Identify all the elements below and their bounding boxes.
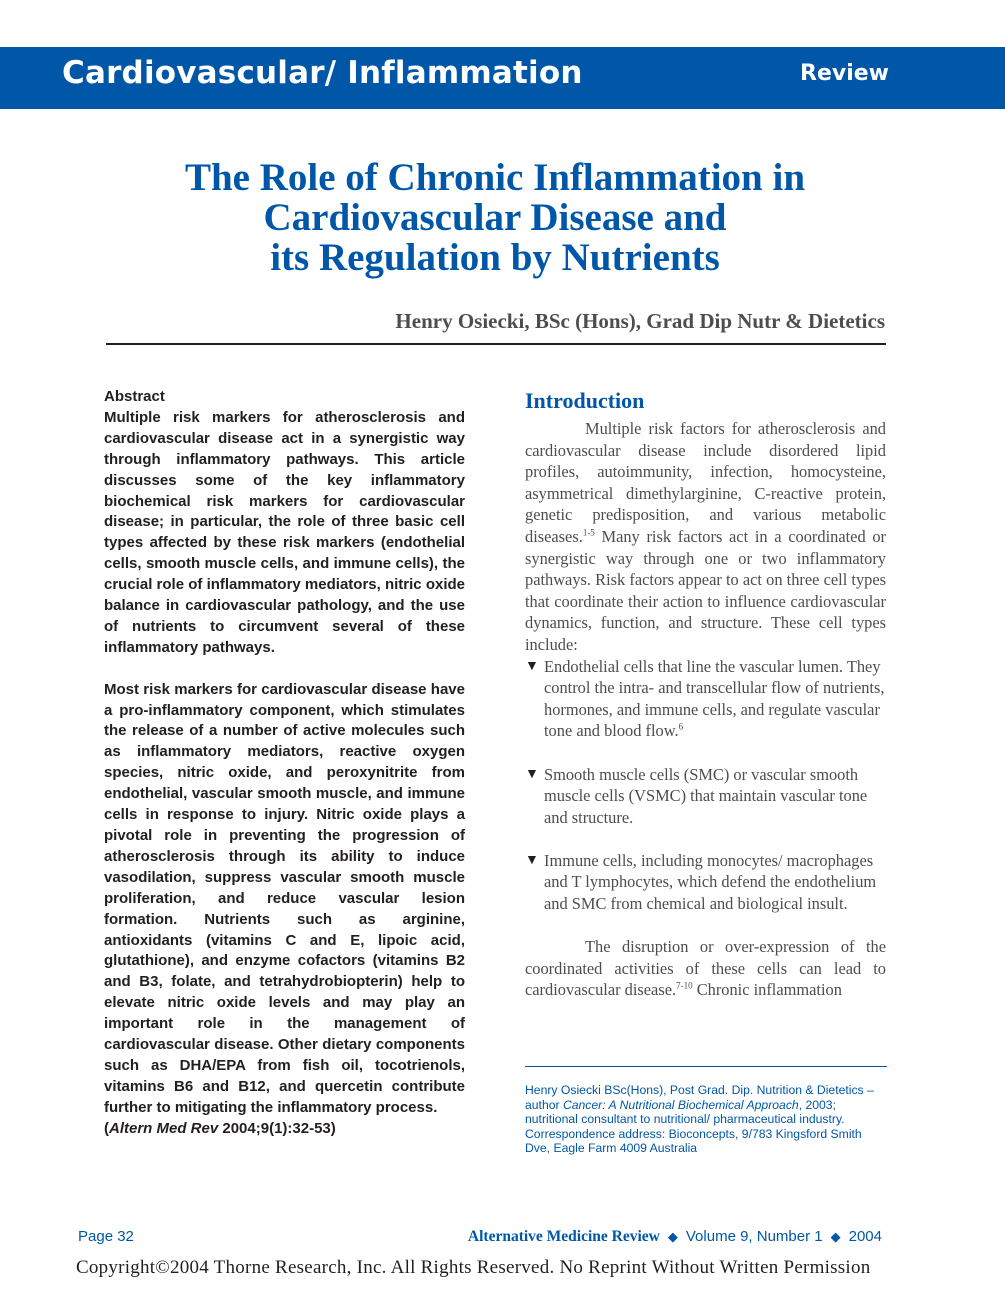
- list-item-text: Smooth muscle cells (SMC) or vascular smooth muscle cells (VSMC) that maintain vascular tone and structure.: [544, 764, 868, 827]
- footnote-text: Henry Osiecki BSc(Hons), Post Grad. Dip. Nutrition & Dietetics – author: [525, 1083, 874, 1112]
- reference-superscript: 1-5: [582, 527, 595, 538]
- copyright-notice: Copyright©2004 Thorne Research, Inc. All Rights Reserved. No Reprint Without Written Permission: [76, 1257, 871, 1278]
- diamond-separator-icon: ◆: [830, 1230, 841, 1245]
- body-text: The disruption or over-expression of the coordinated activities of these cells can lead to cardiovascular disease.: [525, 937, 886, 1000]
- abstract-citation: [104, 1119, 465, 1140]
- journal-footer: [468, 1228, 882, 1246]
- section-banner: [0, 47, 1005, 109]
- body-paragraph: [525, 936, 886, 1001]
- body-text: Chronic inflammation: [692, 980, 842, 1000]
- abstract-column: [104, 387, 465, 1140]
- footnote-address: Correspondence address: Bioconcepts, 9/783 Kingsford Smith Dve, Eagle Farm 4009 Australia: [525, 1126, 862, 1156]
- citation-journal: Altern Med Rev: [109, 1119, 219, 1137]
- body-column: [525, 388, 886, 1001]
- footnote-book-title: Cancer: A Nutritional Biochemical Approach: [562, 1097, 799, 1112]
- author-byline: Henry Osiecki, BSc (Hons), Grad Dip Nutr & Dietetics: [395, 309, 885, 333]
- section-label: Cardiovascular/ Inflammation: [62, 55, 583, 91]
- list-item: [525, 850, 886, 915]
- list-item-text: Immune cells, including monocytes/ macrophages and T lymphocytes, which defend the endothelium and SMC from chemical and biological insult.: [544, 850, 877, 914]
- title-line: its Regulation by Nutrients: [270, 236, 720, 279]
- title-divider: [106, 343, 886, 345]
- title-line: Cardiovascular Disease and: [263, 196, 727, 239]
- introduction-heading: Introduction: [525, 388, 645, 413]
- reference-superscript: 7-10: [676, 980, 693, 991]
- journal-volume: Volume 9, Number 1: [685, 1228, 823, 1245]
- abstract-heading: Abstract: [104, 388, 165, 405]
- list-item: [525, 656, 886, 742]
- citation-open: (: [104, 1119, 109, 1137]
- footnote-text: , 2003; nutritional consultant to nutritional/ pharmaceutical industry.: [525, 1097, 845, 1127]
- footnote-divider: [525, 1066, 887, 1067]
- list-item: [525, 764, 886, 829]
- triangle-bullet-icon: ▼: [525, 658, 539, 674]
- reference-superscript: 6: [678, 721, 684, 732]
- triangle-bullet-icon: ▼: [525, 852, 539, 868]
- diamond-separator-icon: ◆: [667, 1230, 678, 1245]
- body-text: Many risk factors act in a coordinated or synergistic way through one or two inflammatory pathways. Risk factors appear to act on three cell types that coordinate their action to influence cardiovascular dynamics, function, and structure. These cell types include:: [525, 526, 886, 654]
- journal-name: Alternative Medicine Review: [467, 1228, 660, 1245]
- body-paragraph: [525, 418, 886, 656]
- body-text: Multiple risk factors for atherosclerosis and cardiovascular disease include disordered lipid profiles, autoimmunity, infection, homocysteine, asymmetrical dimethylarginine, C-reactive protein, genetic predisposition, and various metabolic diseases.: [525, 419, 886, 546]
- title-line: The Role of Chronic Inflammation in: [184, 156, 806, 199]
- list-item-text: Endothelial cells that line the vascular lumen. They control the intra- and transcellular flow of nutrients, hormones, and immune cells, and regulate vascular tone and blood flow.: [544, 656, 885, 741]
- article-title: [100, 158, 890, 278]
- abstract-paragraph: Most risk markers for cardiovascular disease have a pro-inflammatory component, which stimulates the release of a number of active molecules such as inflammatory mediators, reactive oxygen species, nitric oxide, and peroxynitrite from endothelial, vascular smooth muscle, and immune cells in response to injury. Nitric oxide plays a pivotal role in preventing the progression of atherosclerosis through its ability to induce vasodilation, suppress vascular smooth muscle proliferation, and reduce vascular lesion formation. Nutrients such as arginine, antioxidants (vitamins C and E, lipoic acid, glutathione), and enzyme cofactors (vitamins B2 and B3, folate, and tetrahydrobiopterin) help to elevate nitric oxide levels and may play an important role in the management of cardiovascular disease. Other dietary components such as DHA/EPA from fish oil, tocotrienols, vitamins B6 and B12, and quercetin contribute further to mitigating the inflammatory process.: [104, 680, 465, 1116]
- page-number: Page 32: [78, 1228, 134, 1245]
- article-type-label: Review: [800, 61, 889, 86]
- citation-details: 2004;9(1):32-53): [218, 1119, 336, 1137]
- footnote-bio: [525, 1083, 887, 1127]
- journal-year: 2004: [848, 1228, 882, 1245]
- triangle-bullet-icon: ▼: [525, 766, 539, 782]
- author-footnote: [525, 1083, 887, 1156]
- abstract-paragraph: Multiple risk markers for atherosclerosis and cardiovascular disease act in a synergistic way through inflammatory pathways. This article discusses some of the key inflammatory biochemical risk markers for cardiovascular disease; in particular, the role of three basic cell types affected by these risk markers (endothelial cells, smooth muscle cells, and immune cells), the crucial role of inflammatory mediators, nitric oxide balance in cardiovascular pathology, and the use of nutrients to circumvent several of these inflammatory pathways.: [104, 408, 465, 656]
